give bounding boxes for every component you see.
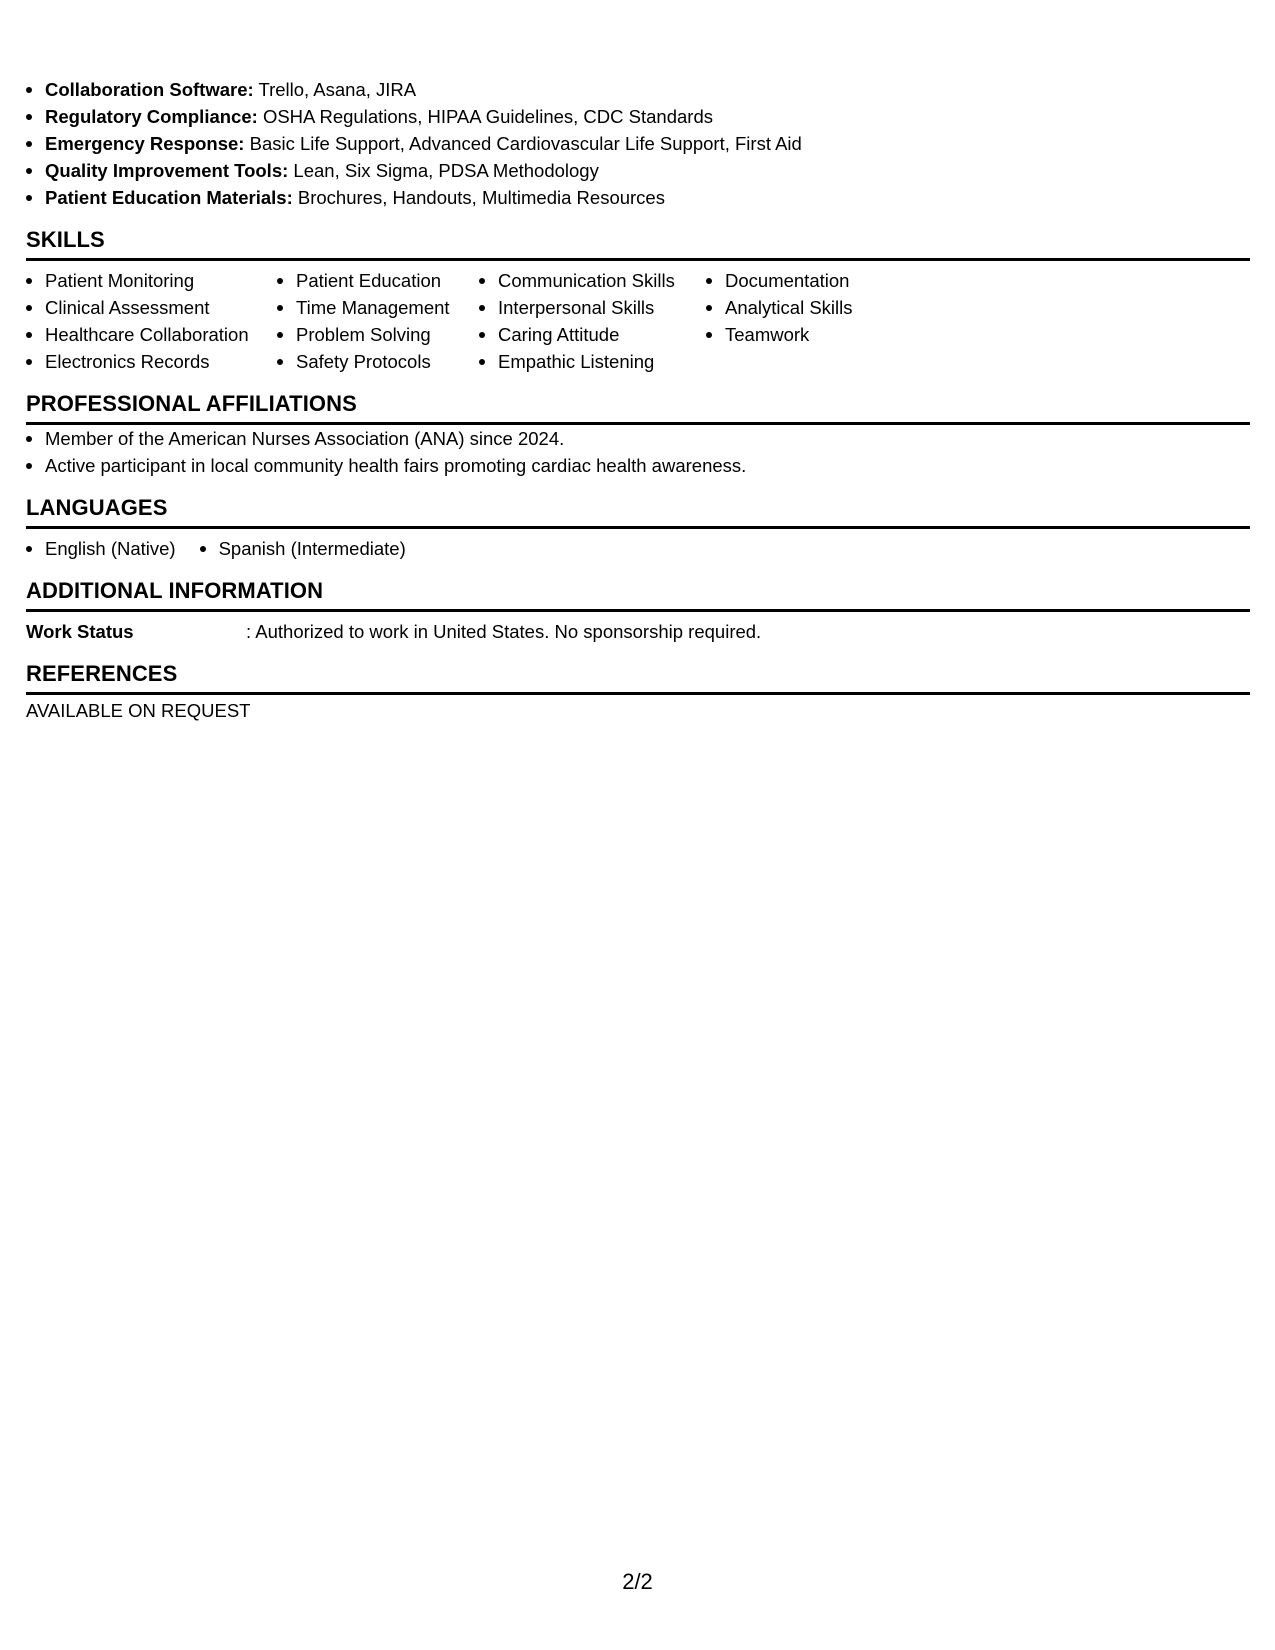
tool-label: Regulatory Compliance: [45, 106, 258, 127]
bullet-icon [26, 332, 32, 338]
list-item [26, 535, 176, 562]
references-section [26, 660, 1250, 724]
skill-text: Clinical Assessment [45, 297, 210, 318]
bullet-icon [706, 278, 712, 284]
bullet-icon [706, 332, 712, 338]
tool-value: Lean, Six Sigma, PDSA Methodology [293, 160, 599, 181]
list-item [26, 348, 277, 375]
skills-column [479, 267, 706, 375]
skill-text: Healthcare Collaboration [45, 324, 249, 345]
section-title: LANGUAGES [26, 494, 1250, 529]
skill-text: Teamwork [725, 324, 810, 345]
list-item [26, 267, 277, 294]
page-number: 2/2 [622, 1569, 653, 1594]
list-item [26, 103, 1250, 130]
tool-value: OSHA Regulations, HIPAA Guidelines, CDC Standards [262, 106, 713, 127]
list-item [26, 184, 1250, 211]
list-item [479, 348, 706, 375]
list-item [26, 321, 277, 348]
resume-page [26, 76, 1250, 724]
tool-label: Patient Education Materials: [45, 187, 293, 208]
bullet-icon [200, 546, 206, 552]
bullet-icon [479, 332, 485, 338]
skill-text: Safety Protocols [296, 351, 431, 372]
skill-text: Interpersonal Skills [498, 297, 655, 318]
additional-info-section [26, 577, 1250, 645]
bullet-icon [26, 305, 32, 311]
list-item [479, 321, 706, 348]
bullet-icon [479, 305, 485, 311]
language-text: English (Native) [45, 538, 176, 559]
list-item [26, 130, 1250, 157]
section-title: SKILLS [26, 226, 1250, 261]
affiliation-text: Member of the American Nurses Association (ANA) since 2024. [45, 428, 565, 449]
language-text: Spanish (Intermediate) [218, 538, 406, 559]
bullet-icon [277, 359, 283, 365]
tool-label: Quality Improvement Tools: [45, 160, 289, 181]
list-item [26, 425, 1250, 452]
languages-section [26, 494, 1250, 562]
list-item [277, 294, 479, 321]
bullet-icon [277, 278, 283, 284]
skill-text: Patient Monitoring [45, 270, 195, 291]
affiliations-section [26, 390, 1250, 479]
skills-section [26, 226, 1250, 375]
affiliation-text: Active participant in local community health fairs promoting cardiac health awareness. [45, 455, 747, 476]
tool-label: Collaboration Software: [45, 79, 254, 100]
bullet-icon [26, 195, 32, 201]
bullet-icon [26, 463, 32, 469]
bullet-icon [706, 305, 712, 311]
list-item [26, 157, 1250, 184]
skills-column [26, 267, 277, 375]
skill-text: Documentation [725, 270, 850, 291]
list-item [706, 321, 906, 348]
bullet-icon [26, 546, 32, 552]
affiliations-list [26, 425, 1250, 479]
bullet-icon [26, 436, 32, 442]
section-title: REFERENCES [26, 660, 1250, 695]
skills-grid [26, 261, 1250, 375]
bullet-icon [479, 278, 485, 284]
skill-text: Empathic Listening [498, 351, 655, 372]
list-item [277, 321, 479, 348]
skill-text: Electronics Records [45, 351, 210, 372]
work-status-value: : Authorized to work in United States. No sponsorship required. [246, 621, 762, 642]
list-item [706, 267, 906, 294]
bullet-icon [26, 278, 32, 284]
list-item [26, 76, 1250, 103]
work-status-row [26, 612, 1250, 645]
bullet-icon [26, 114, 32, 120]
tool-value: Brochures, Handouts, Multimedia Resources [297, 187, 665, 208]
list-item [26, 452, 1250, 479]
list-item [200, 535, 406, 562]
skills-column [277, 267, 479, 375]
tool-value: Basic Life Support, Advanced Cardiovascular Life Support, First Aid [249, 133, 802, 154]
skill-text: Analytical Skills [725, 297, 853, 318]
skill-text: Caring Attitude [498, 324, 620, 345]
list-item [706, 294, 906, 321]
work-status-label: Work Status [26, 621, 134, 642]
list-item [277, 267, 479, 294]
tools-list [26, 76, 1250, 211]
list-item [277, 348, 479, 375]
skill-text: Communication Skills [498, 270, 675, 291]
section-title: PROFESSIONAL AFFILIATIONS [26, 390, 1250, 425]
bullet-icon [26, 87, 32, 93]
bullet-icon [277, 305, 283, 311]
skill-text: Time Management [296, 297, 450, 318]
list-item [479, 294, 706, 321]
skill-text: Problem Solving [296, 324, 431, 345]
bullet-icon [26, 168, 32, 174]
list-item [479, 267, 706, 294]
skills-column [706, 267, 906, 375]
bullet-icon [479, 359, 485, 365]
tool-label: Emergency Response: [45, 133, 245, 154]
tool-value: Trello, Asana, JIRA [258, 79, 417, 100]
bullet-icon [26, 141, 32, 147]
bullet-icon [26, 359, 32, 365]
languages-list [26, 529, 1250, 562]
references-text: AVAILABLE ON REQUEST [26, 700, 251, 721]
skill-text: Patient Education [296, 270, 442, 291]
bullet-icon [277, 332, 283, 338]
section-title: ADDITIONAL INFORMATION [26, 577, 1250, 612]
list-item [26, 294, 277, 321]
